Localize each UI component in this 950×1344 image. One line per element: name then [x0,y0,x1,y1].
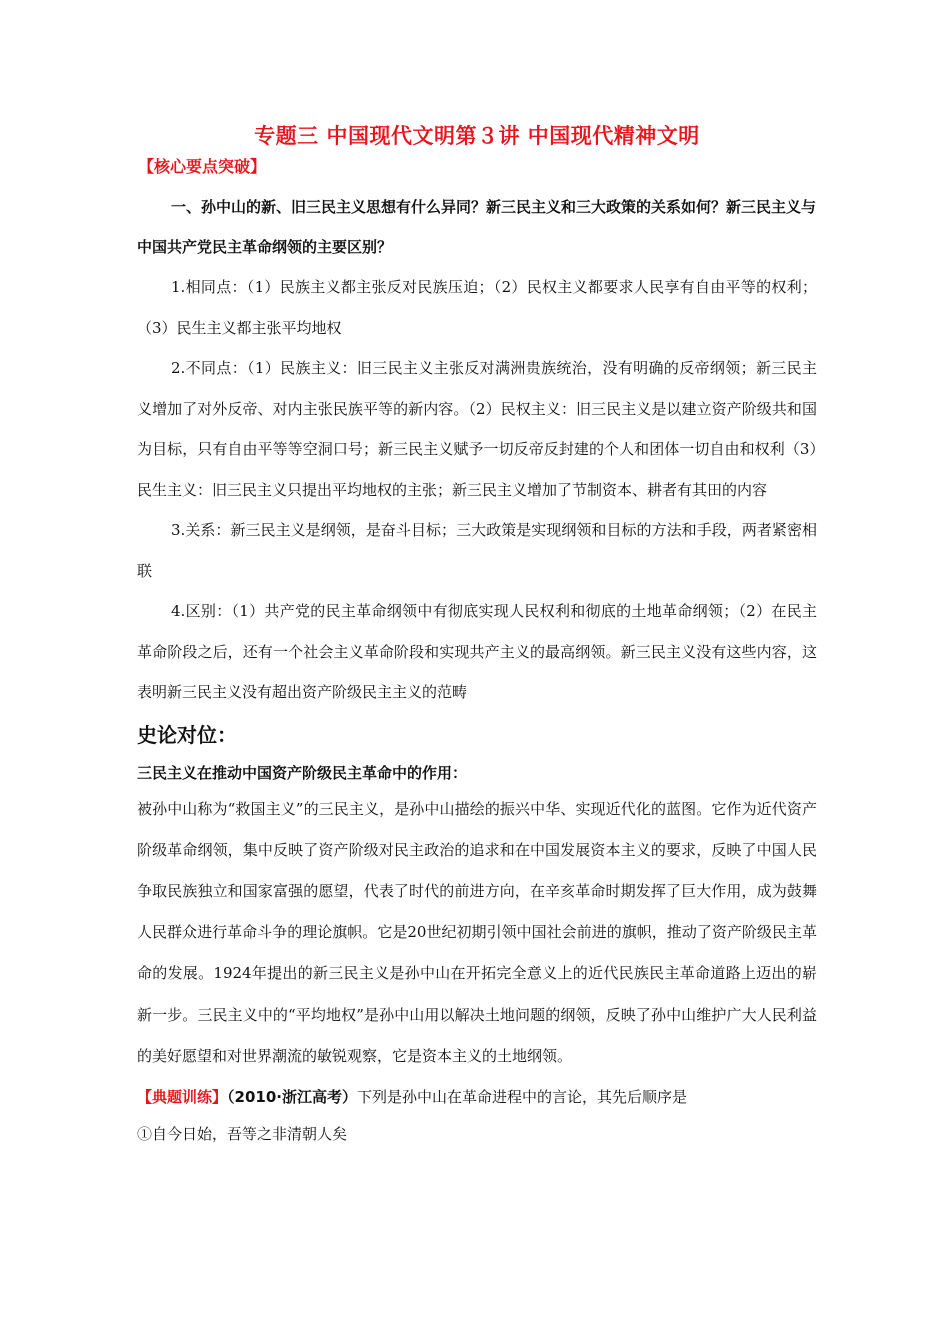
exercise-tag: 【典题训练】 [137,1087,228,1106]
history-body: 被孙中山称为“救国主义”的三民主义，是孙中山描绘的振兴中华、实现近代化的蓝图。它作为近代资产阶级革命纲领，集中反映了资产阶级对民主政治的追求和在中国发展资本主义的要求，反映了中国人民争取民族独立和国家富强的愿望，代表了时代的前进方向，在辛亥革命时期发挥了巨大作用，成为鼓舞人民群众进行革命斗争的理论旗帜。它是20世纪初期引领中国社会前进的旗帜，推动了资产阶级民主革命的发展。1924年提出的新三民主义是孙中山在开拓完全意义上的近代民族民主革命道路上迈出的崭新一步。三民主义中的“平均地权”是孙中山用以解决土地问题的纲领，反映了孙中山维护广大人民利益的美好愿望和对世界潮流的敏锐观察，它是资本主义的土地纲领。 [137,799,817,1065]
core-question: 一、孙中山的新、旧三民主义思想有什么异同？新三民主义和三大政策的关系如何？新三民主义与中国共产党民主革命纲领的主要区别？ [137,198,817,256]
core-section-tag: 【核心要点突破】 [138,157,267,176]
history-heading: 史论对位： [137,722,237,747]
exercise-item-1: ①自今日始，吾等之非清朝人矣 [137,1124,348,1143]
point-distinction: 4.区别：（1）共产党的民主革命纲领中有彻底实现人民权利和彻底的土地革命纲领；（2）在民主革命阶段之后，还有一个社会主义革命阶段和实现共产主义的最高纲领。新三民主义没有这些内容，这表明新三民主义没有超出资产阶级民主主义的范畴 [137,602,817,701]
point-differences: 2.不同点：（1）民族主义：旧三民主义主张反对满洲贵族统治，没有明确的反帝纲领；新三民主义增加了对外反帝、对内主张民族平等的新内容。（2）民权主义：旧三民主义是以建立资产阶级共和国为目标，只有自由平等等空洞口号；新三民主义赋予一切反帝反封建的个人和团体一切自由和权利（3）民生主义：旧三民主义只提出平均地权的主张；新三民主义增加了节制资本、耕者有其田的内容 [137,359,817,499]
point-similarities: 1.相同点：（1）民族主义都主张反对民族压迫；（2）民权主义都要求人民享有自由平等的权利；（3）民生主义都主张平均地权 [137,278,817,337]
history-subheading: 三民主义在推动中国资产阶级民主革命中的作用： [137,763,468,782]
exercise-source: （2010·浙江高考） [227,1087,357,1106]
exercise-prompt: 下列是孙中山在革命进程中的言论，其先后顺序是 [356,1087,687,1106]
exercise-line [137,1077,817,1117]
page-title: 专题三 中国现代文明第３讲 中国现代精神文明 [254,124,700,148]
point-relation: 3.关系：新三民主义是纲领，是奋斗目标；三大政策是实现纲领和目标的方法和手段，两者紧密相联 [137,521,817,580]
document-content [137,118,817,1151]
